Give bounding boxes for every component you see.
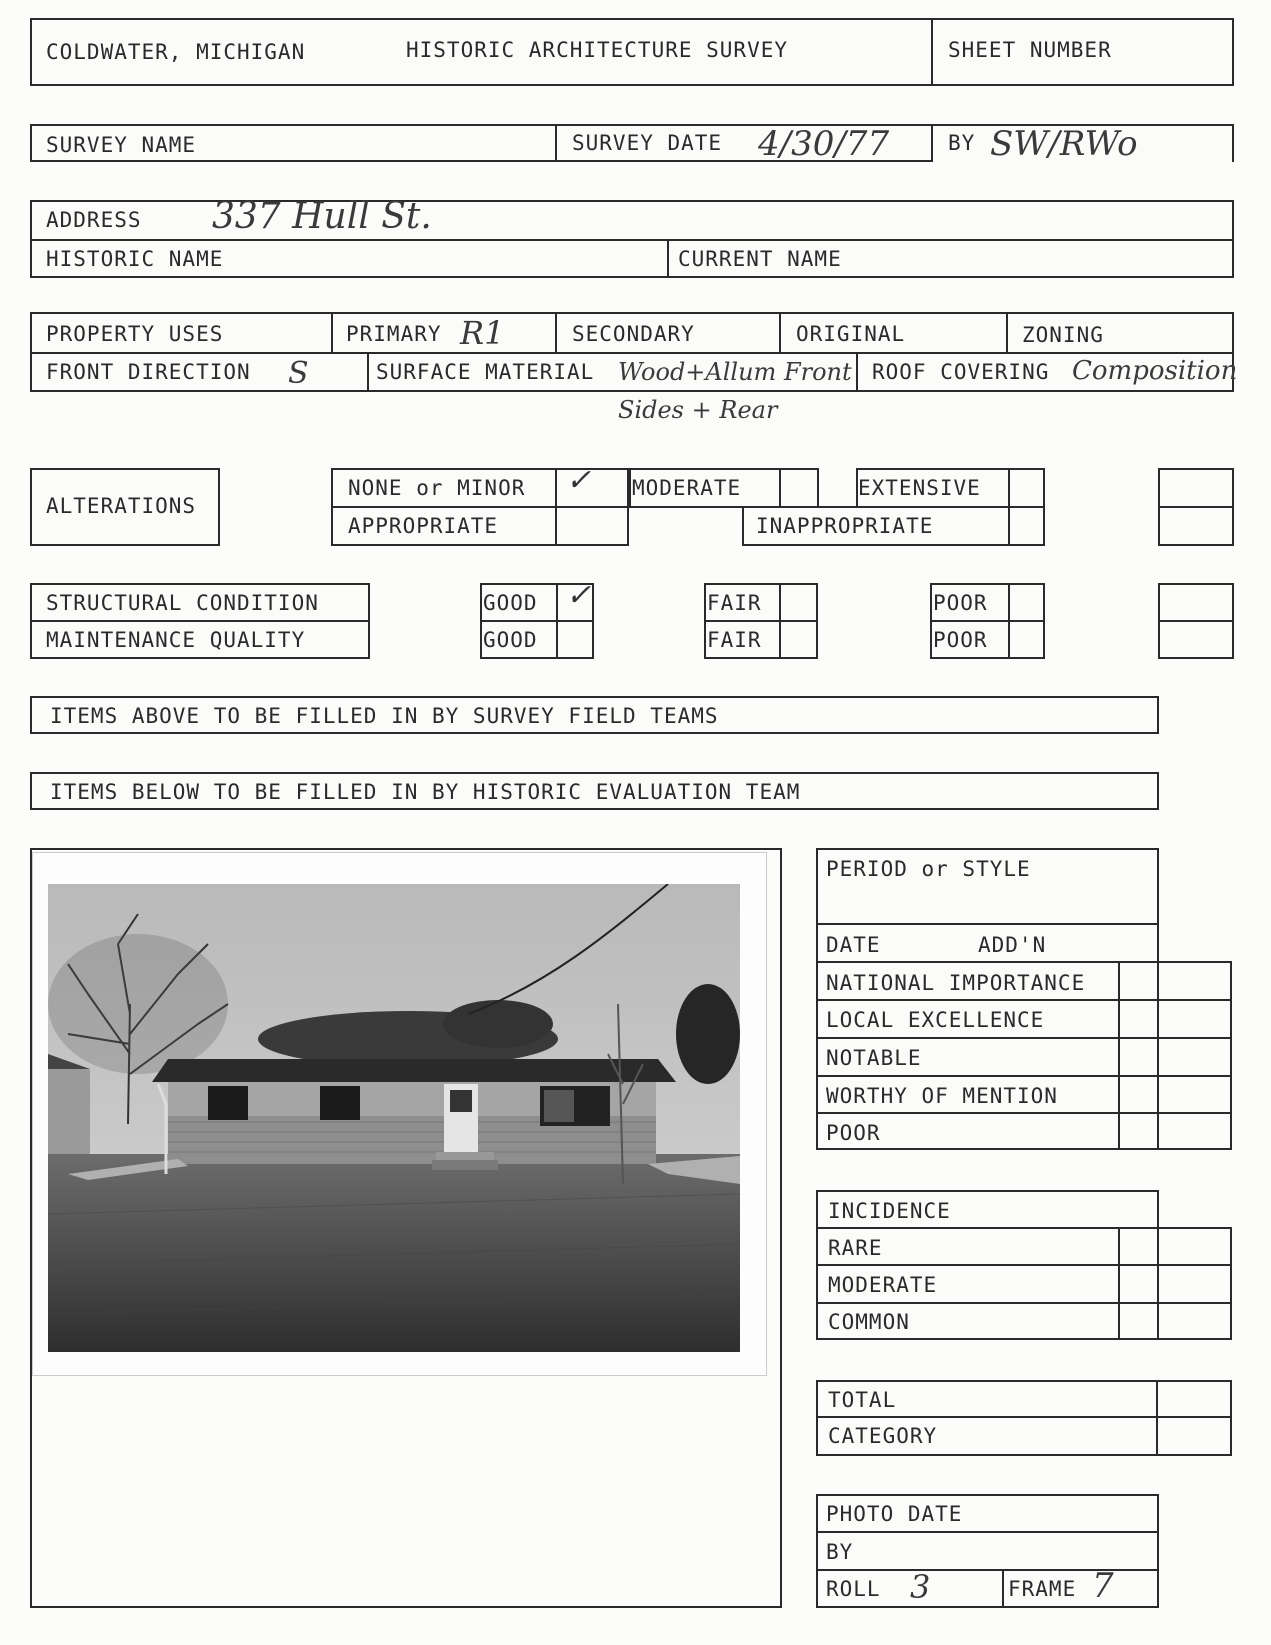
zoning-label: ZONING [1022,323,1104,347]
notable-label: NOTABLE [826,1046,922,1070]
house-photo [48,884,740,1352]
photo-by-label: BY [826,1540,854,1564]
poor-maintenance-label: POOR [933,628,988,652]
address-label: ADDRESS [46,208,142,232]
addn-label: ADD'N [978,933,1047,957]
common-label: COMMON [828,1310,910,1334]
good-structural-label: GOOD [483,591,538,615]
total-label: TOTAL [828,1388,897,1412]
surface-material-value-1: Wood+Allum Front [618,358,852,386]
roof-covering-value: Composition [1072,356,1238,386]
alterations-label: ALTERATIONS [46,494,197,518]
address-value: 337 Hull St. [212,196,432,237]
inappropriate-label: INAPPROPRIATE [756,514,934,538]
period-style-label: PERIOD or STYLE [826,857,1031,881]
frame-value: 7 [1092,1566,1114,1606]
current-name-label: CURRENT NAME [678,247,842,271]
good-structural-check: ✓ [566,578,592,613]
evaluation-poor-label: POOR [826,1121,881,1145]
frame-label: FRAME [1008,1577,1077,1601]
survey-date-label: SURVEY DATE [572,131,723,155]
roll-value: 3 [910,1568,931,1606]
surface-material-value-2: Sides + Rear [618,396,778,424]
structural-condition-label: STRUCTURAL CONDITION [46,591,319,615]
sheet-number-label: SHEET NUMBER [948,38,1112,62]
photo-date-label: PHOTO DATE [826,1502,963,1526]
survey-name-label: SURVEY NAME [46,133,197,157]
front-direction-value: S [288,356,309,391]
none-minor-label: NONE or MINOR [348,476,526,500]
appropriate-label: APPROPRIATE [348,514,499,538]
historic-name-label: HISTORIC NAME [46,247,224,271]
date-label: DATE [826,933,881,957]
original-label: ORIGINAL [796,322,906,346]
note-above: ITEMS ABOVE TO BE FILLED IN BY SURVEY FIELD TEAMS [50,704,719,728]
incidence-label: INCIDENCE [828,1199,951,1223]
incidence-moderate-label: MODERATE [828,1273,938,1297]
front-direction-label: FRONT DIRECTION [46,360,251,384]
maintenance-quality-label: MAINTENANCE QUALITY [46,628,306,652]
fair-structural-label: FAIR [707,591,762,615]
extensive-label: EXTENSIVE [858,476,981,500]
fair-maintenance-label: FAIR [707,628,762,652]
moderate-label: MODERATE [632,476,742,500]
good-maintenance-label: GOOD [483,628,538,652]
header-city: COLDWATER, MICHIGAN [46,40,306,64]
none-minor-check: ✓ [566,463,592,498]
survey-date-value: 4/30/77 [758,124,890,164]
primary-label: PRIMARY [346,322,442,346]
secondary-label: SECONDARY [572,322,695,346]
national-importance-label: NATIONAL IMPORTANCE [826,971,1086,995]
local-excellence-label: LOCAL EXCELLENCE [826,1008,1045,1032]
surface-material-label: SURFACE MATERIAL [376,360,595,384]
roll-label: ROLL [826,1577,881,1601]
primary-value: R1 [460,314,505,352]
roof-covering-label: ROOF COVERING [872,360,1050,384]
category-label: CATEGORY [828,1424,938,1448]
survey-by-value: SW/RWo [990,124,1138,164]
note-below: ITEMS BELOW TO BE FILLED IN BY HISTORIC EVALUATION TEAM [50,780,801,804]
poor-structural-label: POOR [933,591,988,615]
survey-by-label: BY [948,131,976,155]
rare-label: RARE [828,1236,883,1260]
property-uses-label: PROPERTY USES [46,322,224,346]
worthy-of-mention-label: WORTHY OF MENTION [826,1084,1058,1108]
header-title: HISTORIC ARCHITECTURE SURVEY [406,38,789,62]
header-divider [931,18,933,86]
